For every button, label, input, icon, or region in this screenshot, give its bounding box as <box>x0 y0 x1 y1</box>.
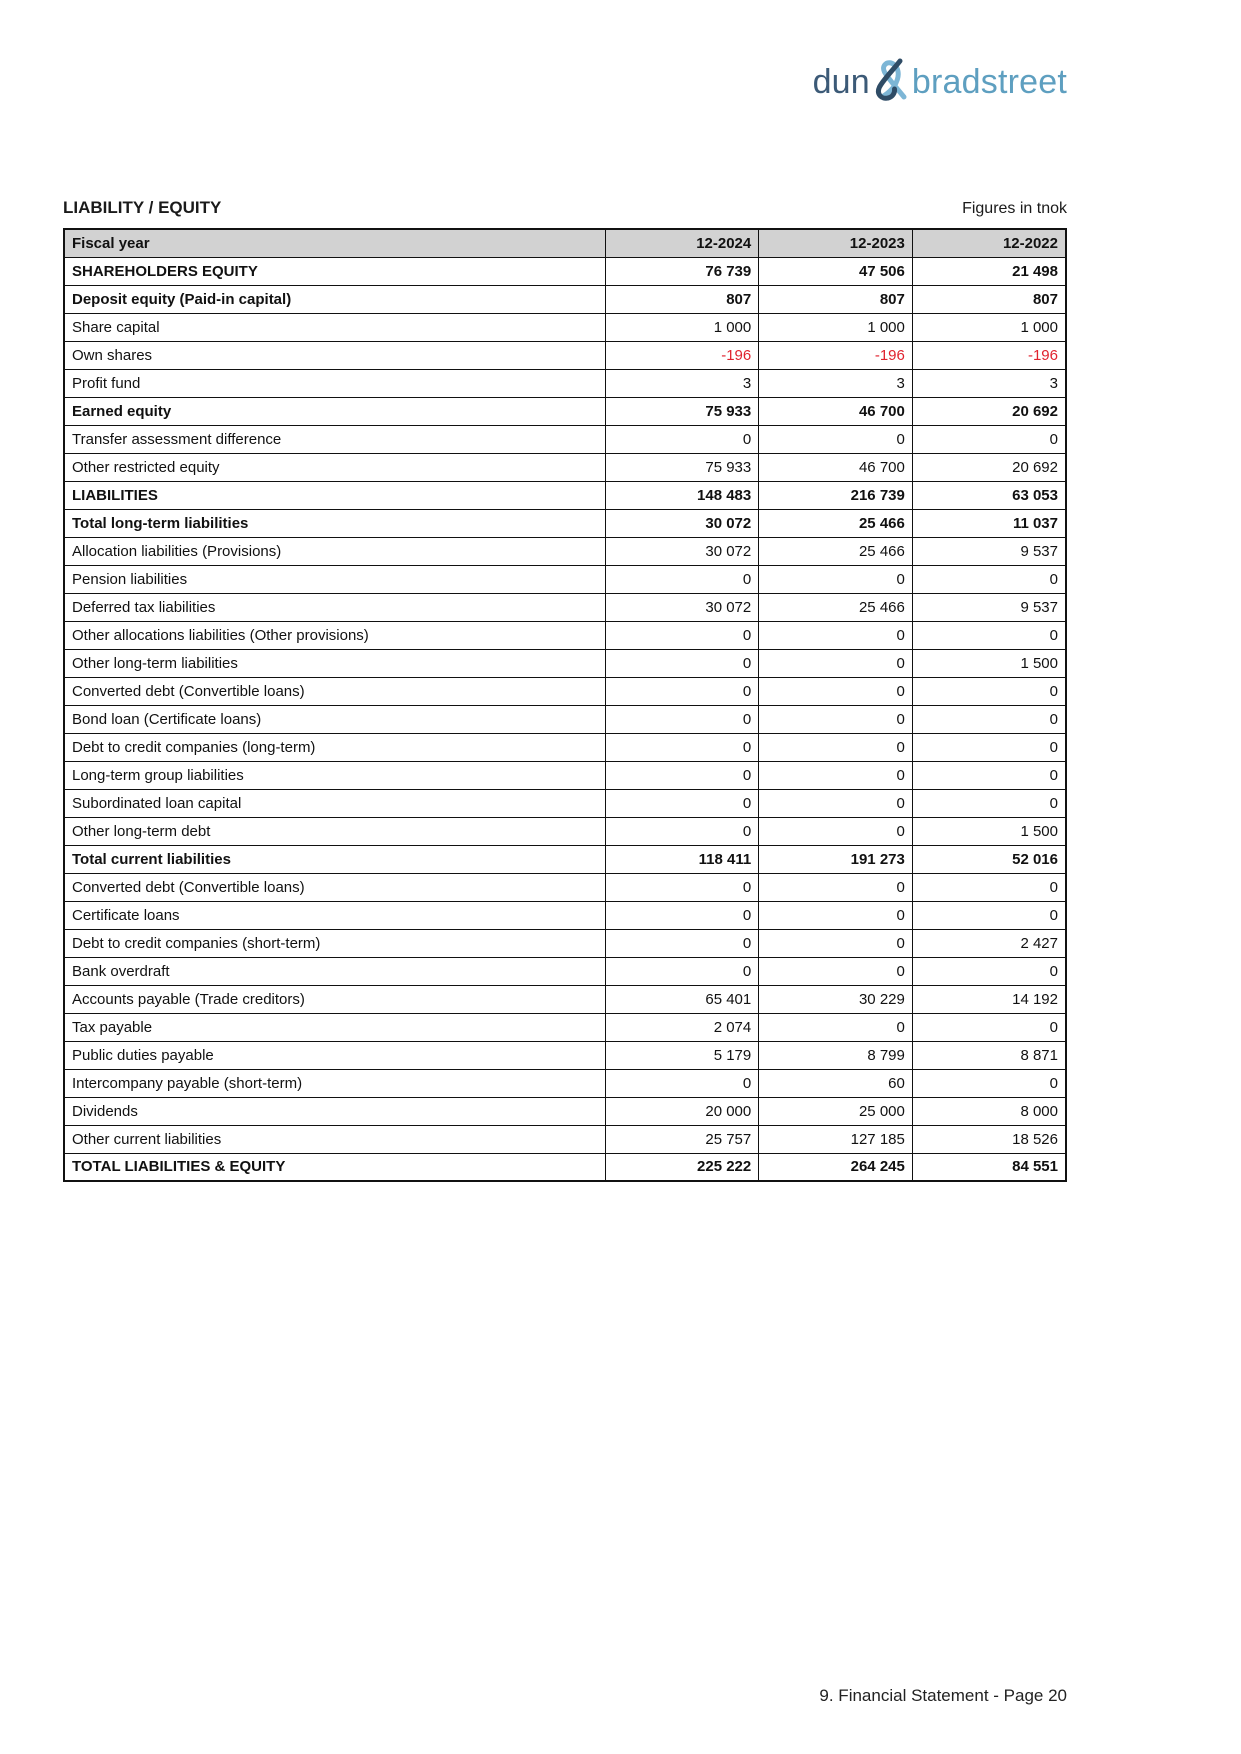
logo-bradstreet-text: bradstreet <box>911 62 1067 101</box>
row-value: 3 <box>759 369 913 397</box>
row-value: 0 <box>912 425 1066 453</box>
table-row <box>64 509 1066 537</box>
row-value: 8 799 <box>759 1041 913 1069</box>
page-title: LIABILITY / EQUITY <box>63 198 222 217</box>
row-value: 0 <box>912 565 1066 593</box>
row-value: 127 185 <box>759 1125 913 1153</box>
row-value: 0 <box>759 817 913 845</box>
row-value: 0 <box>759 621 913 649</box>
row-value: 76 739 <box>605 257 759 285</box>
row-value: 0 <box>605 761 759 789</box>
row-value: 807 <box>605 285 759 313</box>
row-value: 8 871 <box>912 1041 1066 1069</box>
row-value: -196 <box>759 341 913 369</box>
table-row <box>64 901 1066 929</box>
row-value: 1 500 <box>912 649 1066 677</box>
row-value: 0 <box>759 649 913 677</box>
row-label: Converted debt (Convertible loans) <box>64 873 605 901</box>
row-value: 0 <box>912 677 1066 705</box>
column-header-12-2023: 12-2023 <box>759 229 913 257</box>
fiscal-year-header: Fiscal year <box>64 229 605 257</box>
row-label: Share capital <box>64 313 605 341</box>
row-value: 0 <box>912 1013 1066 1041</box>
row-value: 0 <box>759 733 913 761</box>
table-row <box>64 453 1066 481</box>
row-value: 30 072 <box>605 509 759 537</box>
row-label: Transfer assessment difference <box>64 425 605 453</box>
row-value: 2 427 <box>912 929 1066 957</box>
row-value: 1 000 <box>912 313 1066 341</box>
row-label: Converted debt (Convertible loans) <box>64 677 605 705</box>
row-value: 0 <box>759 1013 913 1041</box>
page-footer: 9. Financial Statement - Page 20 <box>819 1686 1067 1705</box>
row-label: Deferred tax liabilities <box>64 593 605 621</box>
row-label: LIABILITIES <box>64 481 605 509</box>
table-row <box>64 425 1066 453</box>
table-row <box>64 1153 1066 1181</box>
row-label: Earned equity <box>64 397 605 425</box>
row-label: Other allocations liabilities (Other provisions) <box>64 621 605 649</box>
row-value: 65 401 <box>605 985 759 1013</box>
row-value: 2 074 <box>605 1013 759 1041</box>
row-value: 20 692 <box>912 453 1066 481</box>
row-value: 8 000 <box>912 1097 1066 1125</box>
table-row <box>64 1013 1066 1041</box>
row-value: 0 <box>605 677 759 705</box>
row-label: Own shares <box>64 341 605 369</box>
row-value: 47 506 <box>759 257 913 285</box>
row-value: 0 <box>605 873 759 901</box>
row-label: Accounts payable (Trade creditors) <box>64 985 605 1013</box>
row-value: 75 933 <box>605 453 759 481</box>
row-label: Intercompany payable (short-term) <box>64 1069 605 1097</box>
row-value: 0 <box>605 705 759 733</box>
row-value: 148 483 <box>605 481 759 509</box>
row-value: 52 016 <box>912 845 1066 873</box>
row-value: 75 933 <box>605 397 759 425</box>
row-label: Dividends <box>64 1097 605 1125</box>
row-value: 63 053 <box>912 481 1066 509</box>
row-label: Bond loan (Certificate loans) <box>64 705 605 733</box>
row-value: 46 700 <box>759 453 913 481</box>
table-row <box>64 677 1066 705</box>
table-row <box>64 621 1066 649</box>
table-row <box>64 985 1066 1013</box>
liability-equity-table <box>63 228 1067 1182</box>
row-label: Tax payable <box>64 1013 605 1041</box>
row-value: 0 <box>759 677 913 705</box>
row-value: 118 411 <box>605 845 759 873</box>
row-value: 0 <box>605 901 759 929</box>
table-row <box>64 593 1066 621</box>
row-value: 0 <box>912 901 1066 929</box>
row-value: 225 222 <box>605 1153 759 1181</box>
row-label: Certificate loans <box>64 901 605 929</box>
row-value: 21 498 <box>912 257 1066 285</box>
row-value: 20 000 <box>605 1097 759 1125</box>
row-value: 25 466 <box>759 509 913 537</box>
row-value: -196 <box>605 341 759 369</box>
table-row <box>64 733 1066 761</box>
table-row <box>64 397 1066 425</box>
row-value: 807 <box>759 285 913 313</box>
dnb-ampersand-icon <box>871 56 911 102</box>
column-header-12-2022: 12-2022 <box>912 229 1066 257</box>
row-value: 0 <box>759 929 913 957</box>
row-value: -196 <box>912 341 1066 369</box>
row-label: TOTAL LIABILITIES & EQUITY <box>64 1153 605 1181</box>
row-value: 0 <box>912 957 1066 985</box>
row-value: 0 <box>605 1069 759 1097</box>
table-row <box>64 929 1066 957</box>
row-value: 25 466 <box>759 537 913 565</box>
row-value: 46 700 <box>759 397 913 425</box>
row-value: 191 273 <box>759 845 913 873</box>
row-value: 216 739 <box>759 481 913 509</box>
row-value: 0 <box>912 733 1066 761</box>
table-row <box>64 1097 1066 1125</box>
row-value: 0 <box>759 761 913 789</box>
row-value: 0 <box>759 789 913 817</box>
row-label: Subordinated loan capital <box>64 789 605 817</box>
row-label: Profit fund <box>64 369 605 397</box>
table-body <box>64 257 1066 1181</box>
row-value: 9 537 <box>912 537 1066 565</box>
table-row <box>64 789 1066 817</box>
row-value: 25 000 <box>759 1097 913 1125</box>
row-value: 11 037 <box>912 509 1066 537</box>
row-value: 18 526 <box>912 1125 1066 1153</box>
row-label: Bank overdraft <box>64 957 605 985</box>
row-label: Other restricted equity <box>64 453 605 481</box>
table-row <box>64 537 1066 565</box>
column-header-12-2024: 12-2024 <box>605 229 759 257</box>
row-value: 84 551 <box>912 1153 1066 1181</box>
table-row <box>64 285 1066 313</box>
table-row <box>64 873 1066 901</box>
logo-dun-text: dun <box>812 62 870 101</box>
row-value: 1 500 <box>912 817 1066 845</box>
row-label: Long-term group liabilities <box>64 761 605 789</box>
row-value: 0 <box>759 901 913 929</box>
row-value: 0 <box>759 957 913 985</box>
row-value: 30 229 <box>759 985 913 1013</box>
table-row <box>64 565 1066 593</box>
row-label: Other current liabilities <box>64 1125 605 1153</box>
row-value: 1 000 <box>759 313 913 341</box>
row-value: 807 <box>912 285 1066 313</box>
row-label: Total current liabilities <box>64 845 605 873</box>
row-value: 0 <box>605 649 759 677</box>
table-row <box>64 257 1066 285</box>
table-row <box>64 1041 1066 1069</box>
row-value: 1 000 <box>605 313 759 341</box>
row-value: 60 <box>759 1069 913 1097</box>
table-row <box>64 761 1066 789</box>
row-value: 0 <box>759 425 913 453</box>
row-value: 0 <box>605 733 759 761</box>
table-caption-row <box>63 198 1067 218</box>
row-value: 0 <box>605 425 759 453</box>
row-value: 0 <box>912 761 1066 789</box>
row-value: 0 <box>912 789 1066 817</box>
row-label: Pension liabilities <box>64 565 605 593</box>
row-value: 14 192 <box>912 985 1066 1013</box>
table-row <box>64 817 1066 845</box>
row-label: Public duties payable <box>64 1041 605 1069</box>
table-row <box>64 481 1066 509</box>
table-row <box>64 341 1066 369</box>
table-row <box>64 1125 1066 1153</box>
row-value: 3 <box>912 369 1066 397</box>
row-label: Deposit equity (Paid-in capital) <box>64 285 605 313</box>
row-label: Other long-term debt <box>64 817 605 845</box>
row-value: 0 <box>605 957 759 985</box>
row-value: 0 <box>912 1069 1066 1097</box>
row-value: 0 <box>912 621 1066 649</box>
table-header-row <box>64 229 1066 257</box>
row-value: 0 <box>759 705 913 733</box>
row-label: Total long-term liabilities <box>64 509 605 537</box>
row-label: Other long-term liabilities <box>64 649 605 677</box>
row-value: 30 072 <box>605 593 759 621</box>
row-value: 0 <box>912 873 1066 901</box>
row-value: 0 <box>605 789 759 817</box>
row-value: 0 <box>912 705 1066 733</box>
unit-note: Figures in tnok <box>962 200 1067 217</box>
row-value: 5 179 <box>605 1041 759 1069</box>
row-label: Allocation liabilities (Provisions) <box>64 537 605 565</box>
dnb-logo <box>813 62 1067 102</box>
table-row <box>64 313 1066 341</box>
row-value: 0 <box>605 565 759 593</box>
row-value: 0 <box>605 817 759 845</box>
row-value: 3 <box>605 369 759 397</box>
row-label: Debt to credit companies (short-term) <box>64 929 605 957</box>
table-row <box>64 649 1066 677</box>
row-value: 0 <box>605 621 759 649</box>
row-value: 30 072 <box>605 537 759 565</box>
row-value: 25 466 <box>759 593 913 621</box>
row-value: 0 <box>759 565 913 593</box>
row-value: 25 757 <box>605 1125 759 1153</box>
row-value: 264 245 <box>759 1153 913 1181</box>
table-row <box>64 957 1066 985</box>
row-value: 9 537 <box>912 593 1066 621</box>
table-row <box>64 845 1066 873</box>
row-value: 0 <box>605 929 759 957</box>
row-value: 0 <box>759 873 913 901</box>
row-value: 20 692 <box>912 397 1066 425</box>
table-row <box>64 1069 1066 1097</box>
row-label: SHAREHOLDERS EQUITY <box>64 257 605 285</box>
table-row <box>64 369 1066 397</box>
row-label: Debt to credit companies (long-term) <box>64 733 605 761</box>
table-row <box>64 705 1066 733</box>
